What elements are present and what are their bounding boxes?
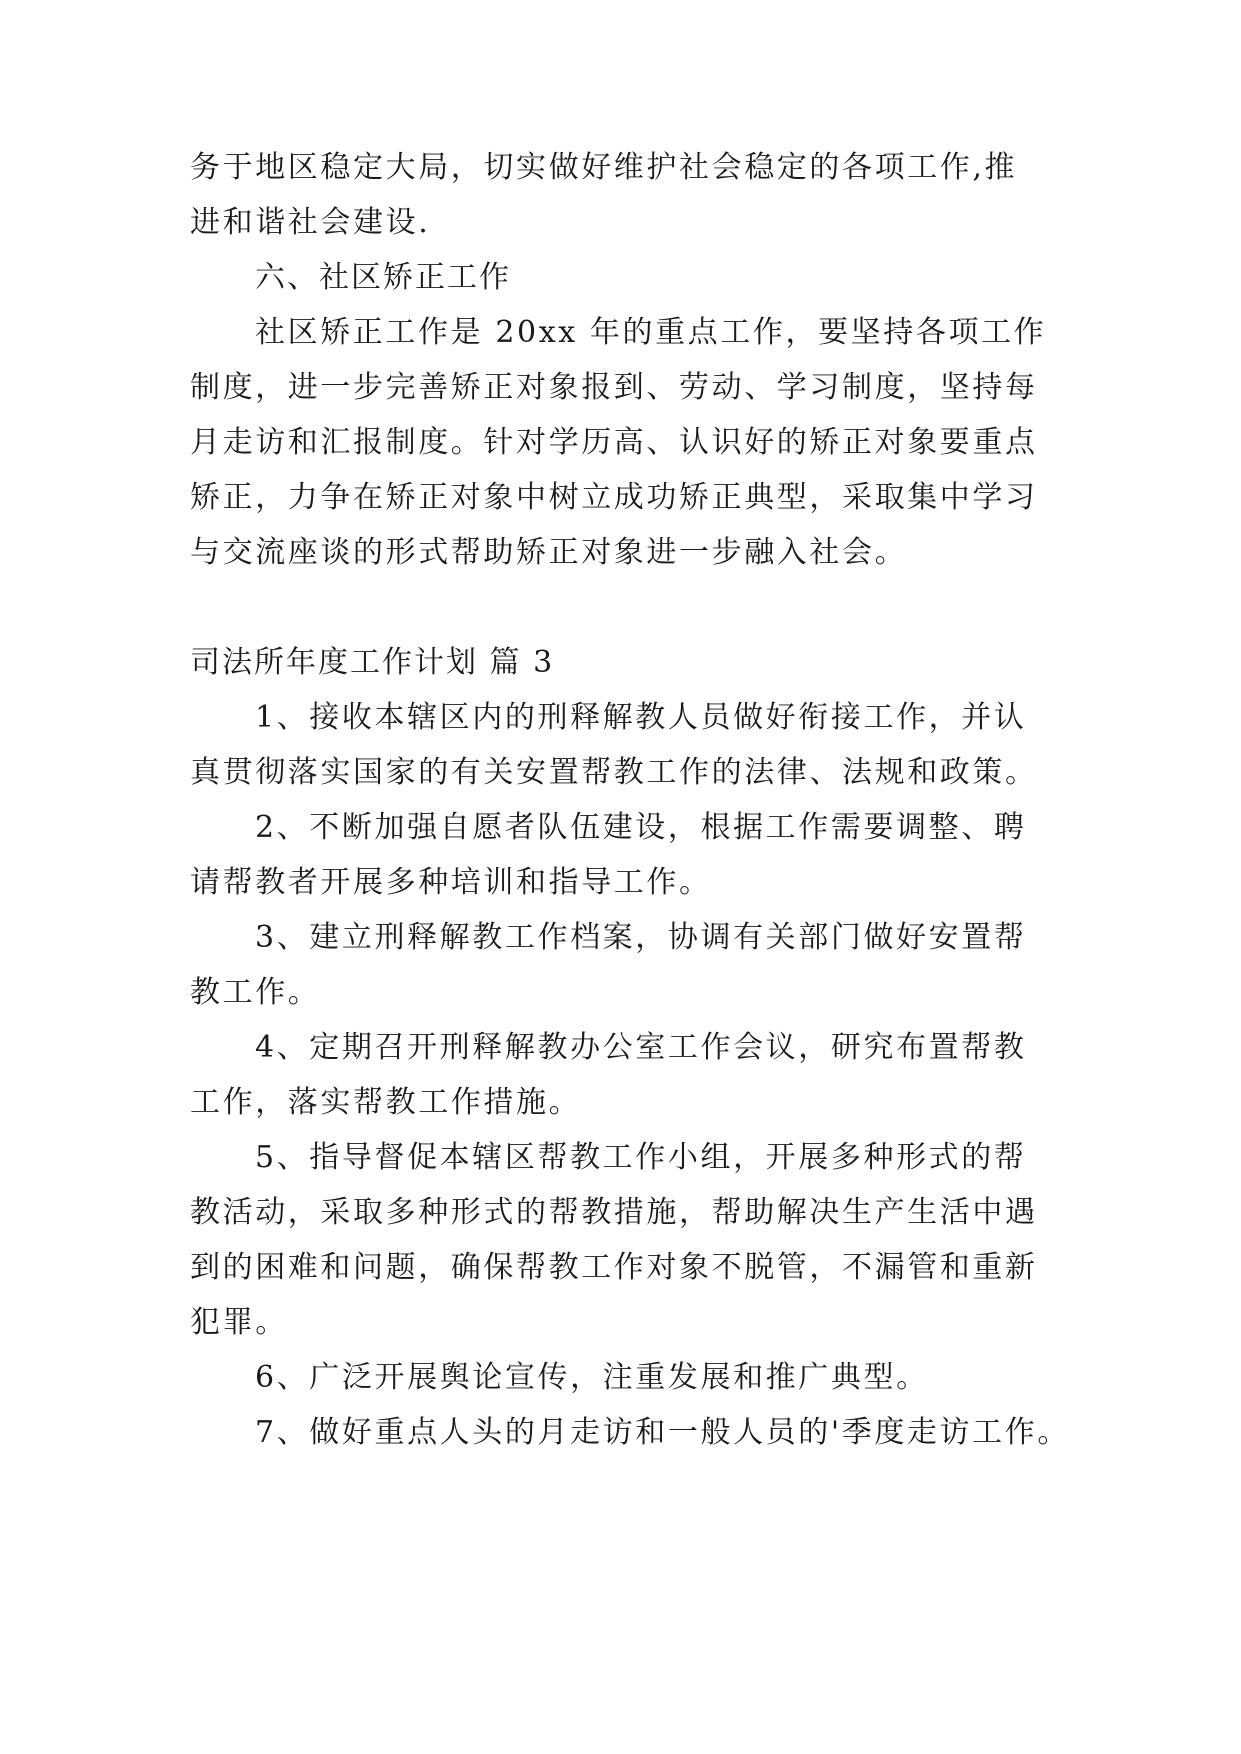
paragraph-line: 务于地区稳定大局，切实做好维护社会稳定的各项工作,推 <box>190 150 1018 185</box>
list-item-line: 请帮教者开展多种培训和指导工作。 <box>190 865 712 900</box>
paragraph-line: 矫正，力争在矫正对象中树立成功矫正典型，采取集中学习 <box>190 480 1038 515</box>
list-item-line: 3、建立刑释解教工作档案，协调有关部门做好安置帮 <box>255 920 1027 955</box>
list-item-line: 犯罪。 <box>190 1305 288 1340</box>
article-title: 司法所年度工作计划 篇 3 <box>190 645 555 680</box>
paragraph-line: 月走访和汇报制度。针对学历高、认识好的矫正对象要重点 <box>190 425 1038 460</box>
list-item-line: 教工作。 <box>190 975 321 1010</box>
section-heading: 六、社区矫正工作 <box>255 260 511 295</box>
list-item-line: 5、指导督促本辖区帮教工作小组，开展多种形式的帮 <box>255 1140 1027 1175</box>
paragraph-line: 与交流座谈的形式帮助矫正对象进一步融入社会。 <box>190 535 908 570</box>
paragraph-line: 进和谐社会建设. <box>190 205 431 240</box>
list-item-line: 真贯彻落实国家的有关安置帮教工作的法律、法规和政策。 <box>190 755 1038 790</box>
list-item-line: 工作，落实帮教工作措施。 <box>190 1085 582 1120</box>
list-item-line: 1、接收本辖区内的刑释解教人员做好衔接工作，并认 <box>255 700 1027 735</box>
paragraph-line: 社区矫正工作是 20xx 年的重点工作，要坚持各项工作 <box>255 315 1047 350</box>
list-item-line: 7、做好重点人头的月走访和一般人员的'季度走访工作。 <box>255 1415 1070 1450</box>
list-item-line: 4、定期召开刑释解教办公室工作会议，研究布置帮教 <box>255 1030 1027 1065</box>
list-item-line: 2、不断加强自愿者队伍建设，根据工作需要调整、聘 <box>255 810 1027 845</box>
list-item-line: 6、广泛开展舆论宣传，注重发展和推广典型。 <box>255 1360 929 1395</box>
list-item-line: 到的困难和问题，确保帮教工作对象不脱管，不漏管和重新 <box>190 1250 1038 1285</box>
paragraph-line: 制度，进一步完善矫正对象报到、劳动、学习制度，坚持每 <box>190 370 1038 405</box>
list-item-line: 教活动，采取多种形式的帮教措施，帮助解决生产生活中遇 <box>190 1195 1038 1230</box>
